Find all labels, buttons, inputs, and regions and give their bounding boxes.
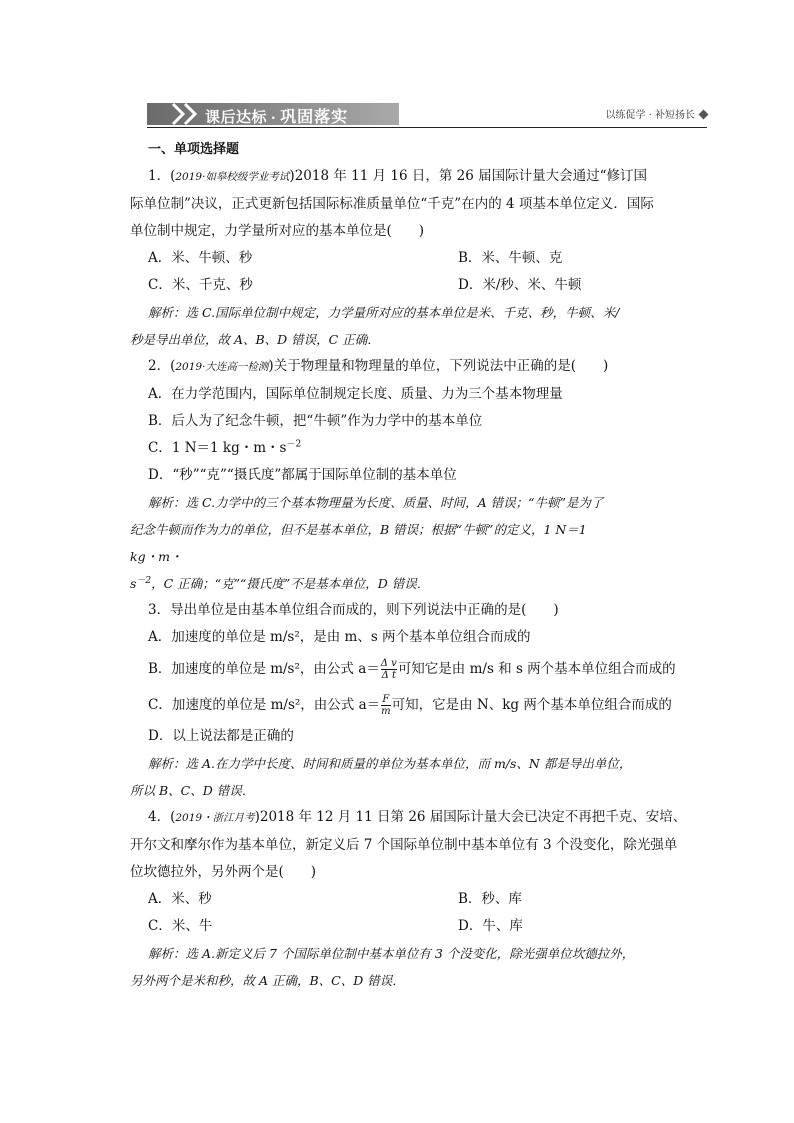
question-4-stem-line-1: 4．(2019・浙江月考)2018 年 12 月 11 日第 26 届国际计量大会已决定不再把千克、安培、	[148, 809, 687, 825]
question-3-analysis-line-1: 解析：选 A.在力学中长度、时间和质量的单位为基本单位，而 m/s、N 都是导出单位，	[148, 756, 632, 771]
option-d: D．米/秒、米、牛顿	[458, 277, 582, 293]
question-2-option-d: D．“秒”“克”“摄氏度”都属于国际单位制的基本单位	[148, 467, 457, 483]
fraction-f-m: $\frac{F}{m}$	[381, 694, 391, 717]
question-3-option-c: C．加速度的单位是 m/s²，由公式 a＝ $\frac{F}{m}$ 可知，它是由 N、kg 两个基本单位组合而成的	[148, 694, 672, 717]
question-2-analysis-line-2: 纪念牛顿而作为力的单位，但不是基本单位，B 错误；根据“牛顿”的定义，1 N＝1	[130, 522, 587, 537]
option-b: B．米、牛顿、克	[458, 250, 563, 266]
question-3-option-a: A．加速度的单位是 m/s²，是由 m、s 两个基本单位组合而成的	[148, 629, 531, 645]
question-1-stem-line-1: 1．(2019·如皋校级学业考试)2018 年 11 月 16 日，第 26 届国际计量大会通过“修订国	[148, 168, 648, 184]
question-4-analysis-line-2: 另外两个是米和秒，故 A 正确，B、C、D 错误．	[130, 973, 405, 988]
banner-separator: ·	[271, 111, 277, 125]
question-2-option-b: B．后人为了纪念牛顿，把“牛顿”作为力学中的基本单位	[148, 413, 483, 429]
question-2-stem-line-1: 2．(2019·大连高一检测)关于物理量和物理量的单位，下列说法中正确的是( )	[148, 358, 609, 374]
question-3-option-b: B．加速度的单位是 m/s²，由公式 a＝ $\frac{\text{Δ v}}{\text{Δ t}}$ 可知它是由 m/s 和 s 两个基本单位组合而成的	[148, 658, 676, 681]
option-a: A．米、牛顿、秒	[148, 250, 253, 266]
fraction-dv-dt: $\frac{\text{Δ v}}{\text{Δ t}}$	[380, 658, 397, 681]
header-banner	[147, 103, 399, 125]
option-c: C．米、千克、秒	[148, 277, 253, 293]
option-a: A．米、秒	[148, 891, 212, 907]
question-1-stem-line-3: 单位制中规定，力学量所对应的基本单位是( )	[130, 223, 425, 239]
banner-title	[205, 104, 348, 127]
question-3-option-d: D．以上说法都是正确的	[148, 728, 294, 744]
double-chevron-icon	[169, 103, 209, 125]
section-header	[147, 100, 707, 128]
diamond-icon	[699, 110, 709, 120]
question-source: 2019·如皋校级学业考试	[175, 171, 290, 183]
question-3-stem: 3．导出单位是由基本单位组合而成的，则下列说法中正确的是( )	[148, 602, 559, 618]
section-title: 一、单项选择题	[148, 142, 240, 157]
question-2-analysis-line-1: 解析：选 C.力学中的三个基本物理量为长度、质量、时间，A 错误；“牛顿”是为了	[148, 495, 604, 510]
question-1-options-row-2	[130, 272, 690, 299]
question-2-option-a: A．在力学范围内，国际单位制规定长度、质量、力为三个基本物理量	[148, 386, 563, 402]
question-4-stem-line-3: 位坎德拉外，另外两个是( )	[130, 864, 317, 880]
option-c: C．米、牛	[148, 918, 213, 934]
question-1-analysis-line-1: 解析：选 C.国际单位制中规定，力学量所对应的基本单位是米、千克、秒，牛顿、米/	[148, 305, 620, 320]
question-4-analysis-line-1: 解析：选 A.新定义后 7 个国际单位制中基本单位有 3 个没变化，除光强单位坎德拉外，	[148, 946, 635, 961]
question-4-options-row-1	[130, 886, 690, 913]
question-2-analysis-line-4: $s^{-2}$，C 正确；“克”“摄氏度”不是基本单位，D 错误．	[130, 575, 430, 591]
question-3-analysis-line-2: 所以 B、C、D 错误．	[130, 783, 255, 798]
question-source: 2019·大连高一检测	[175, 361, 269, 373]
worksheet-content	[130, 136, 690, 994]
banner-title-part1: 课后达标	[205, 108, 268, 126]
header-rule	[147, 127, 707, 128]
question-4-options-row-2	[130, 913, 690, 940]
question-1-stem-line-2: 际单位制”决议，正式更新包括国际标准质量单位“千克”在内的 4 项基本单位定义．国际	[130, 196, 654, 212]
option-b: B．秒、库	[458, 891, 522, 907]
header-slogan: 以练促学 · 补短扬长	[605, 110, 695, 121]
question-2-option-c: C．1 N＝1 kg・m・$s^{-2}$	[148, 439, 302, 456]
question-2-analysis-line-3: kg・m・	[130, 549, 183, 564]
question-4-stem-line-2: 开尔文和摩尔作为基本单位，新定义后 7 个国际单位制中基本单位有 3 个没变化，除光强单	[130, 837, 678, 853]
option-d: D．牛、库	[458, 918, 523, 934]
banner-title-part2: 巩固落实	[280, 107, 349, 126]
question-source: 2019・浙江月考	[175, 812, 255, 824]
question-1-options-row-1	[130, 245, 690, 272]
question-1-analysis-line-2: 秒是导出单位，故 A、B、D 错误，C 正确．	[130, 332, 380, 347]
